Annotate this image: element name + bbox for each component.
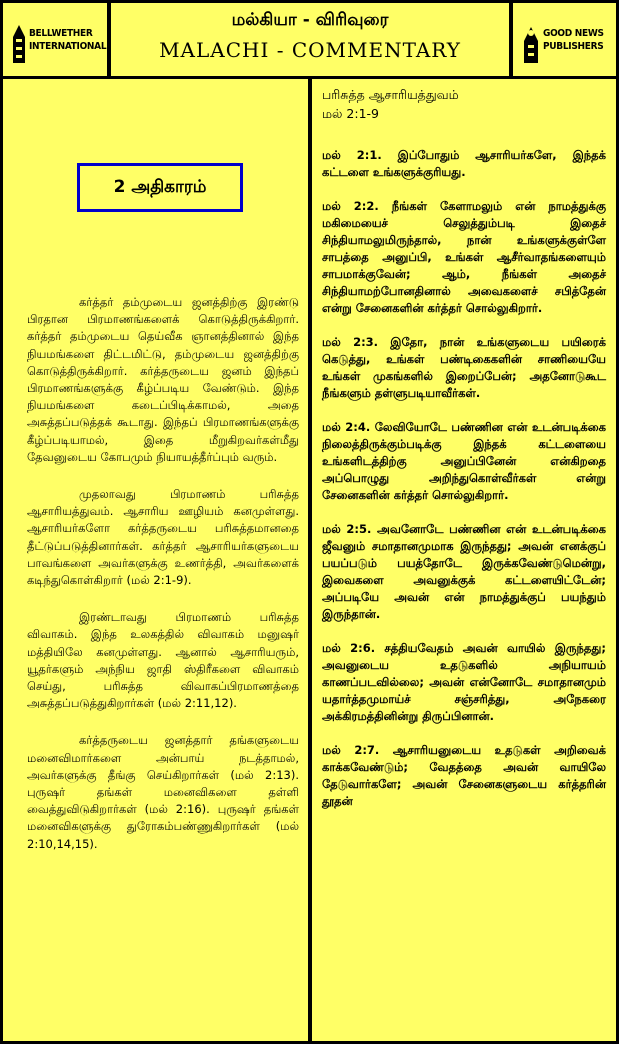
logo-line-2: PUBLISHERS — [543, 41, 604, 52]
logo-line-1: GOOD NEWS — [543, 28, 604, 39]
intro-paragraph: முதலாவது பிரமாணம் பரிசுத்த ஆசாரியத்துவம். ஆசாரிய ஊழியம் கனமுள்ளது. ஆசாரியர்களோ கர்த்தருடைய பரிசுத்தமானதை தீட்டுப்படுத்தினார்கள். கர்த்தர் ஆசாரியர்களுடைய பாவங்களை அவர்களுக்கு உணர்த்தி, அவர்களைக் கடிந்துகொள்கிறார் (மல் 2:1-9). — [27, 487, 299, 588]
verse-text: மல் 2:1. இப்போதும் ஆசாரியர்களே, இந்தக் கட்டளை உங்களுக்குரியது. — [322, 148, 606, 179]
goodnews-emblem-icon — [521, 23, 541, 65]
logo-line-1: BELLWETHER — [29, 28, 93, 39]
verse-text: மல் 2:6. சத்தியவேதம் அவன் வாயில் இருந்தது; அவனுடைய உதடுகளில் அநியாயம் காணப்படவில்லை; அவன் என்னோடே சமாதானமும் யதார்த்தமுமாய்ச் சஞ்சரித்து, அநேகரை அக்கிரமத்தினின்று திருப்பினான். — [322, 641, 606, 723]
chapter-intro — [27, 294, 299, 873]
intro-paragraph: இரண்டாவது பிரமாணம் பரிசுத்த விவாகம். இந்த உலகத்தில் விவாகம் மனுஷர் மத்தியிலே கனமுள்ளது. ஆனால் ஆசாரியரும், யூதர்களும் அந்நிய ஜாதி ஸ்திரீகளை விவாகம் செய்து, பரிசுத்த விவாகப்பிரமாணத்தை அசுத்தப்படுத்துகிறார்கள் (மல் 2:11,12). — [27, 610, 299, 711]
goodnews-logo — [517, 9, 614, 69]
intro-paragraph: கர்த்தருடைய ஜனத்தார் தங்களுடைய மனைவிமார்களை அன்பாய் நடத்தாமல், அவர்களுக்கு தீங்கு செய்கிறார்கள் (மல் 2:13). புருஷர் தங்கள் மனைவிகளை தள்ளி வைத்துவிடுகிறார்கள் (மல் 2:16). புருஷர் தங்கள் மனைவிகளுக்கு துரோகம்பண்ணுகிறார்கள் (மல் 2:10,14,15). — [27, 733, 299, 851]
logo-line-2: INTERNATIONAL — [29, 41, 107, 52]
intro-paragraph: கர்த்தர் தம்முடைய ஜனத்திற்கு இரண்டு பிரதான பிரமாணங்களைக் கொடுத்திருக்கிறார். கர்த்தர் தம்முடைய தெய்வீக ஞானத்தினால் இந்த நியமங்களை திட்டமிட்டு, தம்முடைய ஜனத்திற்கு கொடுத்திருக்கிறார். கர்த்தருடைய ஜனம் இந்தப் பிரமாணங்களுக்கு கீழ்ப்படிய வேண்டும். இந்த நியமங்களை கடைப்பிடிக்காமல், அதை அசுத்தப்படுத்தக் கூடாது. இந்தப் பிரமாணங்களுக்கு கீழ்ப்படியாமல், இதை மீறுகிறவர்கள்மீது தேவனுடைய கோபமும் நியாயத்தீர்ப்பும் வரும். — [27, 295, 299, 464]
verse-text: மல் 2:2. நீங்கள் கேளாமலும் என் நாமத்துக்கு மகிமையைச் செலுத்தும்படி இதைச் சிந்தியாமலுமிருந்தால், நான் உங்களுக்குள்ளே சாபத்தை அனுப்பி, உங்கள் ஆசீர்வாதங்களையும் சாபமாக்குவேன்; ஆம், நீங்கள் அதைச் சிந்தியாமற்போனதினால் அவைகளைச் சபித்தேன் என்று சேனைகளின் கர்த்தர் சொல்லுகிறார். — [322, 199, 606, 315]
section-reference: மல் 2:1-9 — [322, 106, 379, 121]
left-column — [3, 79, 308, 1041]
title-panel — [111, 3, 509, 76]
page-title-tamil: மல்கியா - விரிவுரை — [231, 10, 389, 30]
verse-text: மல் 2:4. லேவியோடே பண்ணின என் உடன்படிக்கை நிலைத்திருக்கும்படிக்கு இந்தக் கட்டளையை உங்களிடத்திற்கு அனுப்பினேன் என்கிறதை அப்பொழுது அறிந்துகொள்வீர்கள் என்று சேனைகளின் கர்த்தர் சொல்லுகிறார். — [322, 420, 606, 502]
goodnews-logo-panel — [513, 3, 616, 76]
chapter-heading: 2 அதிகாரம் — [77, 163, 243, 212]
verse-text: மல் 2:3. இதோ, நான் உங்களுடைய பயிரைக் கெடுத்து, உங்கள் பண்டிகைகளின் சாணியையே உங்கள் முகங்களில் இறைப்பேன்; அதனோடுகூட நீங்களும் தள்ளுபடியாவீர்கள். — [322, 335, 606, 400]
section-heading — [322, 85, 606, 123]
section-title: பரிசுத்த ஆசாரியத்துவம் — [322, 87, 459, 102]
verse-text: மல் 2:5. அவனோடே பண்ணின என் உடன்படிக்கை ஜீவனும் சமாதானமுமாக இருந்தது; அவன் எனக்குப் பயப்படும் பயத்தோடே இருக்கவேண்டுமென்று, இவைகளை அவனுக்குக் கட்டளையிட்டேன்; அப்படியே அவன் என் நாமத்துக்குப் பயந்தும் இருந்தான். — [322, 522, 606, 621]
bellwether-logo-panel — [3, 3, 107, 76]
verse-list — [322, 85, 606, 827]
right-column — [312, 79, 616, 1041]
bellwether-emblem-icon — [11, 23, 27, 65]
verse-text: மல் 2:7. ஆசாரியனுடைய உதடுகள் அறிவைக் காக்கவேண்டும்; வேதத்தை அவன் வாயிலே தேடுவார்களே; அவன் சேனைகளுடைய கர்த்தரின் தூதன் — [322, 743, 606, 808]
page-title-english: MALACHI - COMMENTARY — [159, 38, 461, 62]
bellwether-logo — [7, 9, 105, 69]
